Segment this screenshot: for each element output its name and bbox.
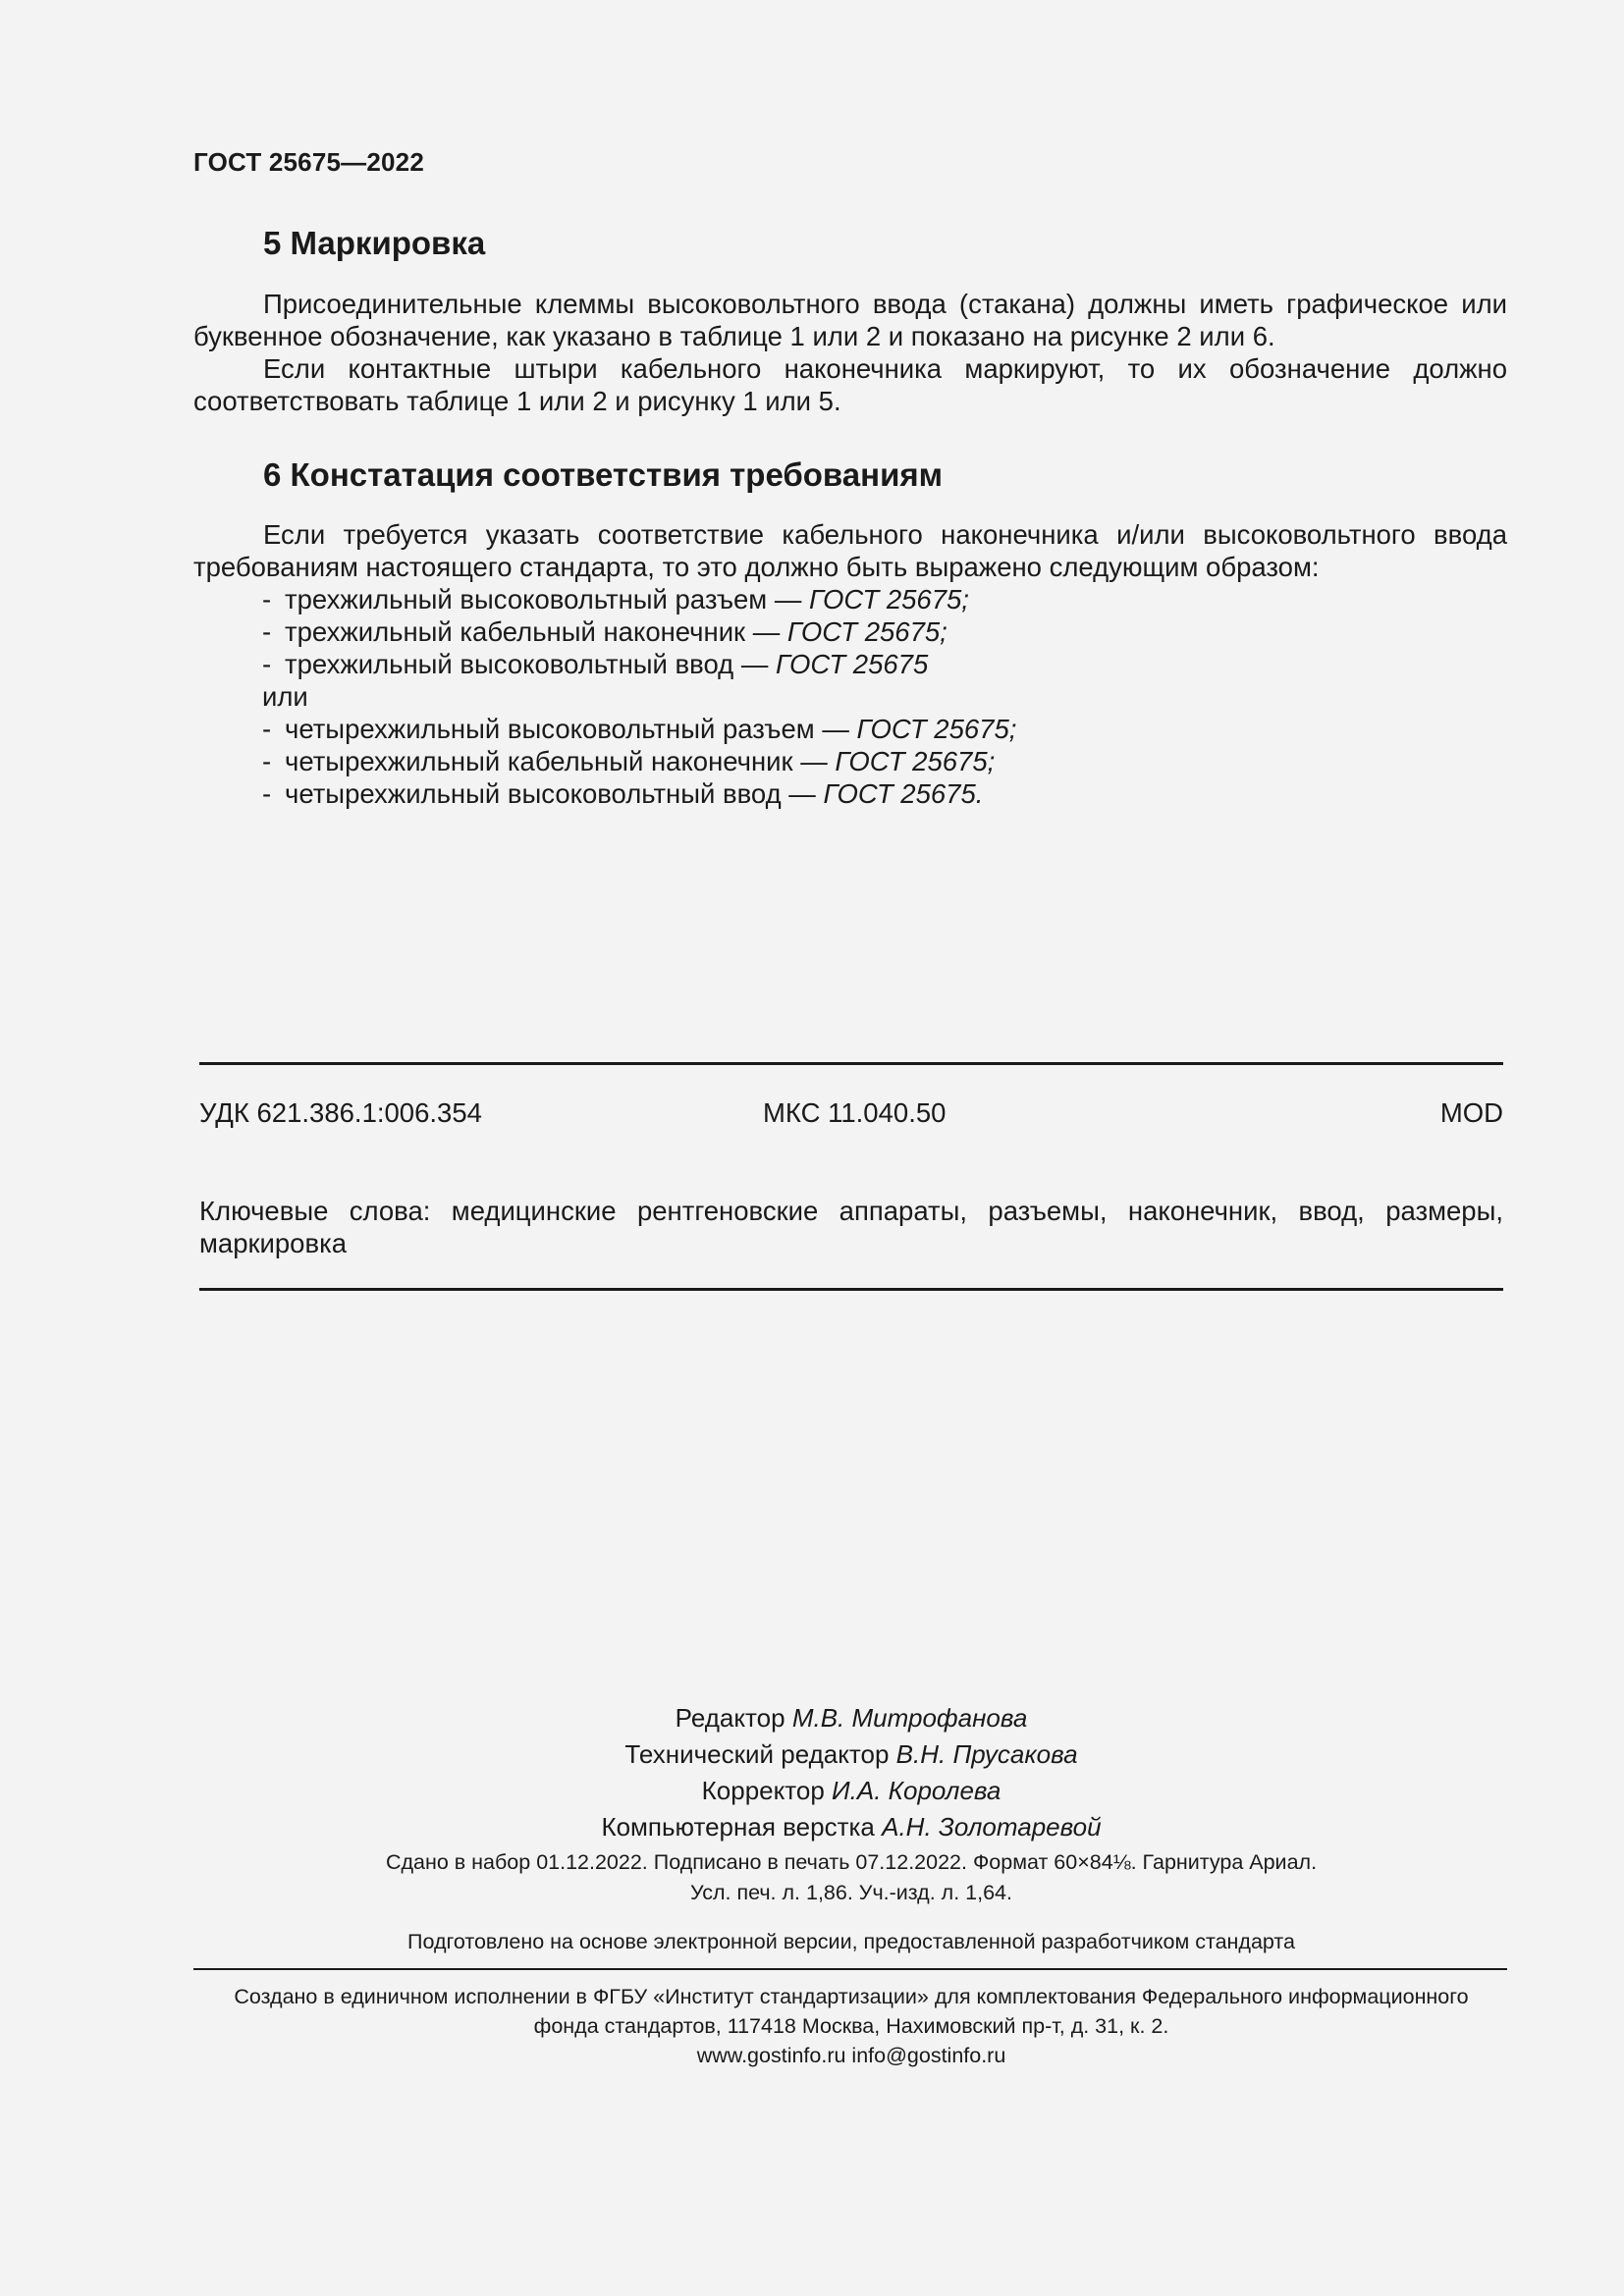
section-6-intro: Если требуется указать соответствие кабельного наконечника и/или высоковольтного ввода требованиям настоящего стандарта, то это должно быть выражено следующим образом: [193, 519, 1507, 582]
udk-code: УДК 621.386.1:006.354 [199, 1097, 482, 1128]
credit-tech-editor: Технический редактор В.Н. Прусакова [624, 1739, 1078, 1769]
credit-layout: Компьютерная верстка А.Н. Золотаревой [601, 1812, 1102, 1842]
list-item: - трехжильный высоковольтный ввод — ГОСТ 25675 [262, 649, 929, 679]
list-item: - четырехжильный высоковольтный ввод — ГОСТ 25675. [262, 778, 984, 809]
mod-label: MOD [1439, 1097, 1503, 1128]
editorial-credits [0, 1700, 1624, 1845]
divider-bottom [199, 1288, 1503, 1291]
list-item: - четырехжильный высоковольтный разъем — ГОСТ 25675; [262, 714, 1017, 744]
list-item: - трехжильный высоковольтный разъем — ГОСТ 25675; [262, 584, 969, 614]
contacts: www.gostinfo.ru info@gostinfo.ru [696, 2044, 1006, 2067]
section-6-heading: 6 Констатация соответствия требованиям [263, 456, 944, 493]
list-item-or: или [262, 681, 308, 712]
section-5-paragraph-1: Присоединительные клеммы высоковольтного ввода (стакана) должны иметь графическое или буквенное обозначение, как указано в таблице 1 или 2 и показано на рисунке 2 или 6. [193, 289, 1507, 351]
imprint-divider [193, 1968, 1507, 1970]
divider-top [199, 1062, 1503, 1065]
imprint-details: Сдано в набор 01.12.2022. Подписано в печать 07.12.2022. Формат 60×84⅛. Гарнитура Ариал. Усл. печ. л. 1,86. Уч.-изд. л. 1,64. [385, 1850, 1318, 1904]
designation-list [262, 583, 1016, 810]
keywords: Ключевые слова: медицинские рентгеновские аппараты, разъемы, наконечник, ввод, размеры, маркировка [199, 1196, 1503, 1258]
prepared-note: Подготовлено на основе электронной версии, предоставленной разработчиком стандарта [407, 1930, 1295, 1953]
credit-editor: Редактор М.В. Митрофанова [675, 1703, 1028, 1733]
credit-proofreader: Корректор И.А. Королева [701, 1776, 1001, 1805]
section-5-paragraph-2: Если контактные штыри кабельного наконечника маркируют, то их обозначение должно соответствовать таблице 1 или 2 и рисунку 1 или 5. [193, 353, 1507, 416]
publisher-info: Создано в единичном исполнении в ФГБУ «Институт стандартизации» для комплектования Федерального информационного фонда стандартов, 117418 Москва, Нахимовский пр-т, д. 31, к. 2. www.gostinfo.ru info@gostinfo.ru [0, 1982, 1624, 2070]
list-item: - четырехжильный кабельный наконечник — ГОСТ 25675; [262, 746, 996, 776]
standard-id: ГОСТ 25675—2022 [193, 147, 424, 177]
section-5-heading: 5 Маркировка [263, 225, 486, 261]
list-item: - трехжильный кабельный наконечник — ГОСТ 25675; [262, 616, 947, 647]
mks-code: МКС 11.040.50 [763, 1097, 947, 1128]
